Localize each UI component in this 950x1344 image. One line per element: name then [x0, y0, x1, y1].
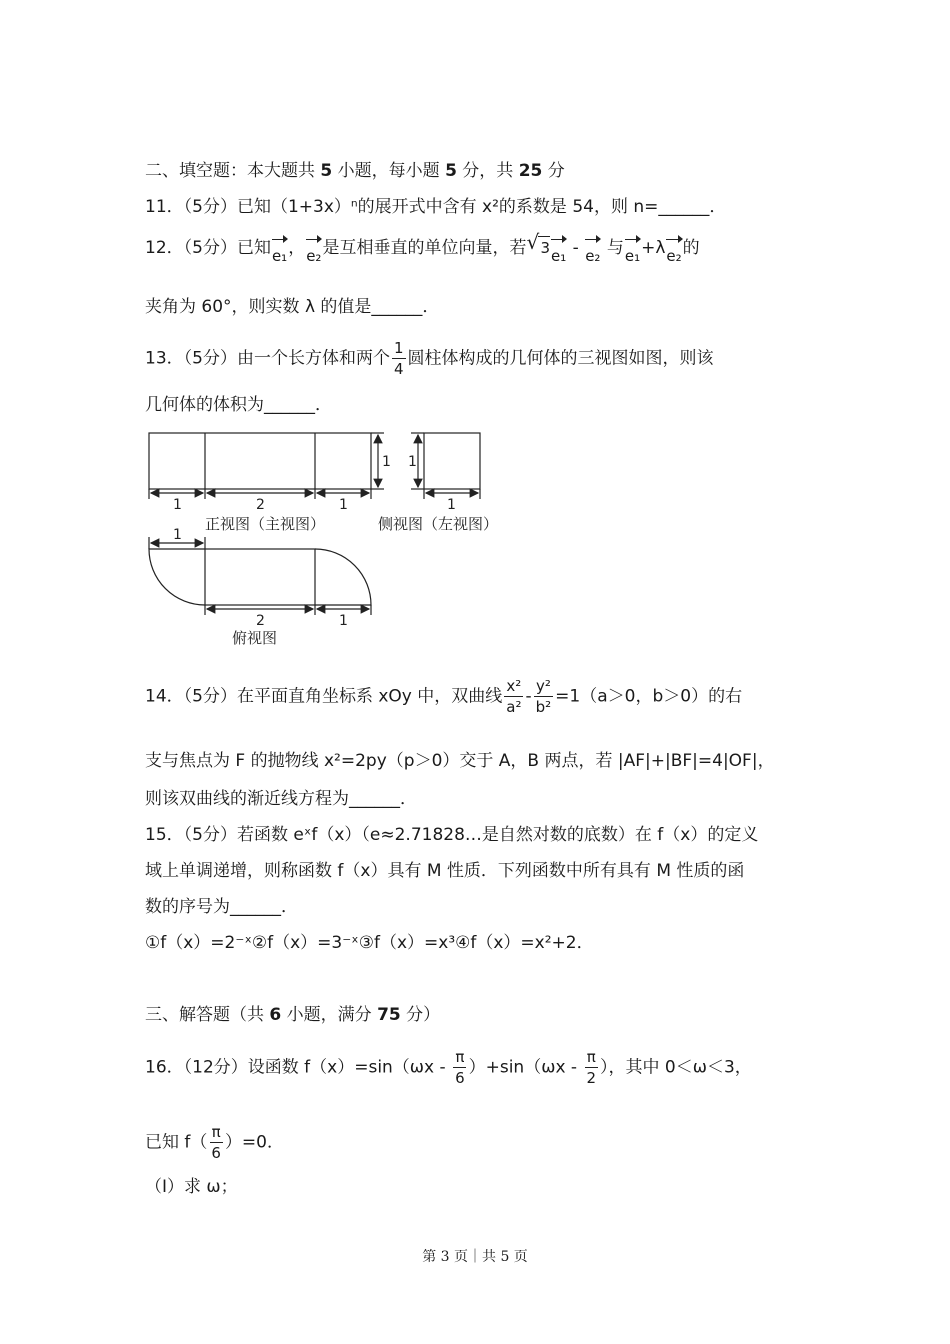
side-view-label: 侧视图（左视图）	[378, 515, 499, 533]
side-view-rect	[424, 433, 480, 489]
vector-e1: e₁	[272, 237, 287, 267]
vector-e2: e₂	[585, 237, 600, 267]
dim-label: 2	[256, 613, 265, 629]
question-13-line2: 几何体的体积为______．	[145, 395, 332, 415]
three-view-figure	[140, 425, 530, 655]
vector-e1: e₁	[625, 237, 640, 267]
question-14: 14．（5分）在平面直角坐标系 xOy 中，双曲线 $\frac{\text{x²}}{\text{a²}}$ - $\frac{\text{y²}}{\text{b²}}$ =1（a＞0，b＞0）的右	[145, 677, 743, 716]
fraction-y2-b2: $\frac{\text{y²}}{\text{b²}}$	[535, 677, 552, 716]
dim-label: 1	[339, 613, 348, 629]
top-view-rect	[205, 549, 315, 605]
dim-label: 1	[339, 497, 348, 513]
dim-label: 1	[173, 527, 182, 543]
question-16-line2: 已知 f（ $\frac{\pi}{6}$ ）=0．	[145, 1123, 284, 1162]
dim-label: 1	[173, 497, 182, 513]
fraction-quarter: $\frac{1}{4}$	[393, 339, 404, 378]
question-11: 11．（5分）已知（1+3x）ⁿ的展开式中含有 x²的系数是 54，则 n=______．	[145, 197, 727, 217]
fraction-x2-a2: $\frac{\text{x²}}{\text{a²}}$	[506, 677, 522, 716]
vector-e2: e₂	[666, 237, 681, 267]
front-view-rect	[149, 433, 371, 489]
section-3-header: 三、解答题（共 6 小题，满分 75 分）	[145, 1005, 441, 1025]
question-16-part1: （Ⅰ）求 ω；	[145, 1177, 238, 1197]
sqrt-3: √ 3	[538, 236, 550, 259]
fraction-pi-6: $\frac{\pi}{6}$	[211, 1123, 221, 1162]
question-15-line2: 域上单调递增，则称函数 f（x）具有 M 性质．下列函数中所有具有 M 性质的函	[145, 861, 745, 881]
vector-e1: e₁	[551, 237, 566, 267]
question-14-line3: 则该双曲线的渐近线方程为______．	[145, 789, 417, 809]
front-view-label: 正视图（主视图）	[205, 515, 326, 533]
dim-label: 1	[382, 454, 391, 470]
section-2-header: 二、填空题：本大题共 5 小题，每小题 5 分，共 25 分	[145, 161, 565, 181]
dim-label: 2	[256, 497, 265, 513]
question-12: 12．（5分）已知e₁，e₂是互相垂直的单位向量，若√ 3e₁ - e₂ 与e₁+λe₂的	[145, 236, 700, 267]
fraction-pi-6: $\frac{\pi}{6}$	[455, 1048, 465, 1087]
question-15-line3: 数的序号为______．	[145, 897, 298, 917]
dim-label: 1	[447, 497, 456, 513]
vector-e2: e₂	[306, 237, 321, 267]
question-15-line1: 15．（5分）若函数 eˣf（x）（e≈2.71828…是自然对数的底数）在 f（x）的定义	[145, 825, 759, 845]
question-16: 16．（12分）设函数 f（x）=sin（ωx - $\frac{\pi}{6}$ ）+sin（ωx - $\frac{\pi}{2}$ ），其中 0＜ω＜3，	[145, 1048, 752, 1087]
question-13: 13．（5分）由一个长方体和两个 $\frac{1}{4}$ 圆柱体构成的几何体的三视图如图，则该	[145, 339, 714, 378]
fraction-pi-2: $\frac{\pi}{2}$	[586, 1048, 596, 1087]
page-footer: 第 3 页｜共 5 页	[422, 1249, 528, 1265]
top-view-label: 俯视图	[232, 629, 278, 647]
question-15-options: ①f（x）=2⁻ˣ②f（x）=3⁻ˣ③f（x）=x³④f（x）=x²+2．	[145, 933, 594, 953]
question-14-line2: 支与焦点为 F 的抛物线 x²=2py（p＞0）交于 A，B 两点，若 |AF|+|BF|=4|OF|，	[145, 751, 775, 771]
dim-label: 1	[408, 454, 417, 470]
question-12-line2: 夹角为 60°，则实数 λ 的值是______．	[145, 297, 440, 317]
